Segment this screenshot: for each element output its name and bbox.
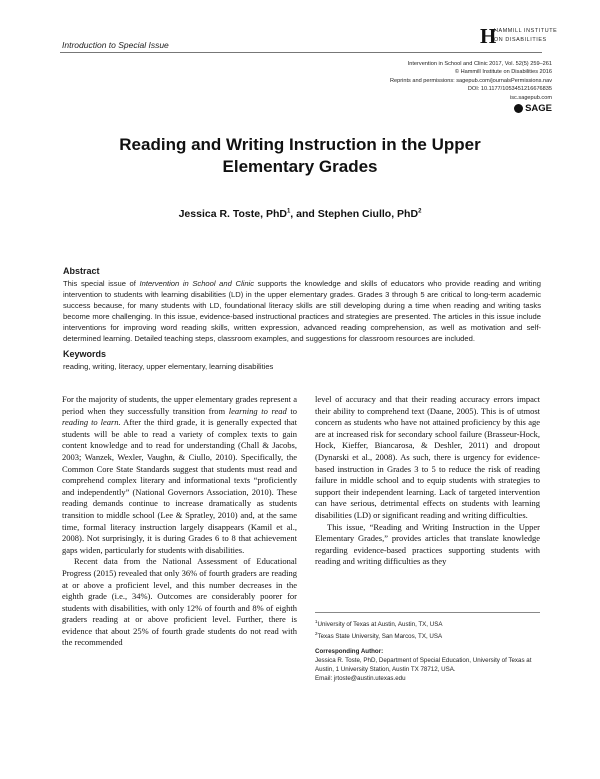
corresponding-author-email[interactable]: Email: jrtoste@austin.utexas.edu <box>315 675 406 683</box>
hammill-logo <box>480 24 558 48</box>
p1-part-c: After the third grade, it is generally expected that students will be able to read a variety of complex texts to gain content knowledge and to read for understanding (Chall & Jacobs, 2003; Wanzek, Wexler, Vaughn, & Ciullo, 2010). Specifically, the Common Core State Standards suggest that students must read and comprehend complex literary and informational texts “proficiently and independently” (National Governors Association, 2010). These reading demands continue to increase dramatically as students transition to middle school (Lee & Spratley, 2010) and, at the same time, formal literacy instruction largely disappears (Kamil et al., 2008). Not surprisingly, it is during Grades 6 to 8 that achievement gaps widen, particularly for students with disabilities. <box>62 417 297 555</box>
p1-italic-2: reading to learn. <box>62 417 121 428</box>
publication-meta <box>390 60 552 102</box>
sage-mark-icon <box>514 104 523 113</box>
p1-italic-1: learning to read <box>228 405 287 416</box>
affiliation-1 <box>315 617 540 629</box>
journal-site-link[interactable]: isc.sagepub.com <box>510 94 552 101</box>
sage-logo <box>514 103 552 114</box>
keywords-text: reading, writing, literacy, upper elementary, learning disabilities <box>63 362 274 371</box>
header-rule <box>60 52 542 53</box>
author-2-affil: 2 <box>418 208 422 215</box>
affiliation-1-mark: 1 <box>315 619 318 624</box>
logo-line2: ON DISABILITIES <box>494 37 547 43</box>
abstract-heading: Abstract <box>63 266 100 276</box>
journal-citation: Intervention in School and Clinic 2017, Vol. 52(5) 259–261 <box>407 61 552 67</box>
sage-wordmark: SAGE <box>525 103 552 114</box>
copyright: © Hammill Institute on Disabilities 2016 <box>454 69 552 76</box>
author-2: Stephen Ciullo, PhD <box>317 208 419 220</box>
corresponding-author-text: Jessica R. Toste, PhD, Department of Special Education, University of Texas at Austin, 1 University Station, Austin TX 78712, USA. <box>315 657 532 674</box>
abstract-post: supports the knowledge and skills of educators who provide reading and writing intervention to students with learning disabilities (LD) in the upper elementary grades. Grades 3 through 5 are critical to long-term academic success because, for many students with LD, foundational literacy skills are still developing during a time when reading and writing tasks become more challenging. In this issue, evidence-based instructional practices and strategies are presented. The articles in this issue include interventions for improving word reading skills, written expression, advanced reading comprehension, as well as motivation and self-determined learning. Detailed teaching steps, classroom examples, and suggestions for classroom resources are included. <box>63 279 541 344</box>
abstract-text <box>63 278 541 345</box>
logo-line1: HAMMILL INSTITUTE <box>494 28 558 34</box>
footnote-rule <box>315 612 540 613</box>
affiliation-2-text: Texas State University, San Marcos, TX, USA <box>317 633 443 641</box>
body-column-right <box>315 394 540 568</box>
body-paragraph-3: level of accuracy and that their reading accuracy errors impact their ability to comprehend text (Daane, 2005). This is of utmost concern as students who have not attained proficiency by this age are at increased risk for secondary school failure (Brasseur-Hock, Hock, Kieffer, Biancarosa, & Deshler, 2011) and dropout (Dynarski et al., 2008). As such, there is urgency for evidence-based instruction in Grades 3 to 5 to reduce the risk of reading failure in middle school and to equip students with strategies to support their independent learning. Lack of targeted intervention can have serious, detrimental effects on students with learning disabilities (LD) or significant reading and writing difficulties. <box>315 394 540 520</box>
p1-part-b: to <box>286 405 298 416</box>
keywords-heading: Keywords <box>63 349 107 359</box>
doi-link[interactable]: DOI: 10.1177/1053451216676835 <box>467 86 552 93</box>
permissions-link[interactable]: Reprints and permissions: sagepub.com/journalsPermissions.nav <box>390 77 552 84</box>
affiliation-2-mark: 2 <box>315 631 318 637</box>
author-1: Jessica R. Toste, PhD <box>178 208 287 220</box>
author-separator: , and <box>290 208 318 220</box>
abstract-journal-name: Intervention in School and Clinic <box>139 279 255 288</box>
p1-part-a: For the majority of students, the upper elementary grades represent a period when they successfully transition from <box>62 394 297 416</box>
footnotes <box>315 617 540 683</box>
body-paragraph-2: Recent data from the National Assessment of Educational Progress (2015) revealed that only 36% of fourth graders are reading at or above a proficient level, and this number decreases in the eighth grade (i.e., 34%). Outcomes are considerably poorer for students with disabilities, with only 12% of fourth and 8% of eighth graders reading at or above proficient level. Further, there is evidence that about 25% of fourth grade students do not read with the recommended <box>62 556 297 648</box>
article-title: Reading and Writing Instruction in the Upper Elementary Grades <box>119 135 481 176</box>
hammill-h-icon: H <box>480 24 497 48</box>
author-1-affil: 1 <box>286 208 291 215</box>
abstract-pre: This special issue of <box>63 279 140 288</box>
author-line <box>100 208 500 220</box>
affiliation-1-text: University of Texas at Austin, Austin, TX, USA <box>317 621 443 629</box>
affiliation-2 <box>315 629 540 641</box>
body-column-left <box>62 394 297 649</box>
body-paragraph-4: This issue, “Reading and Writing Instruction in the Upper Elementary Grades,” provides articles that translate knowledge regarding evidence-based practices supporting students with reading and writing difficulties as they <box>315 521 540 567</box>
corresponding-author-heading: Corresponding Author: <box>315 648 384 656</box>
section-label: Introduction to Special Issue <box>62 40 169 50</box>
body-paragraph-1 <box>62 394 297 556</box>
